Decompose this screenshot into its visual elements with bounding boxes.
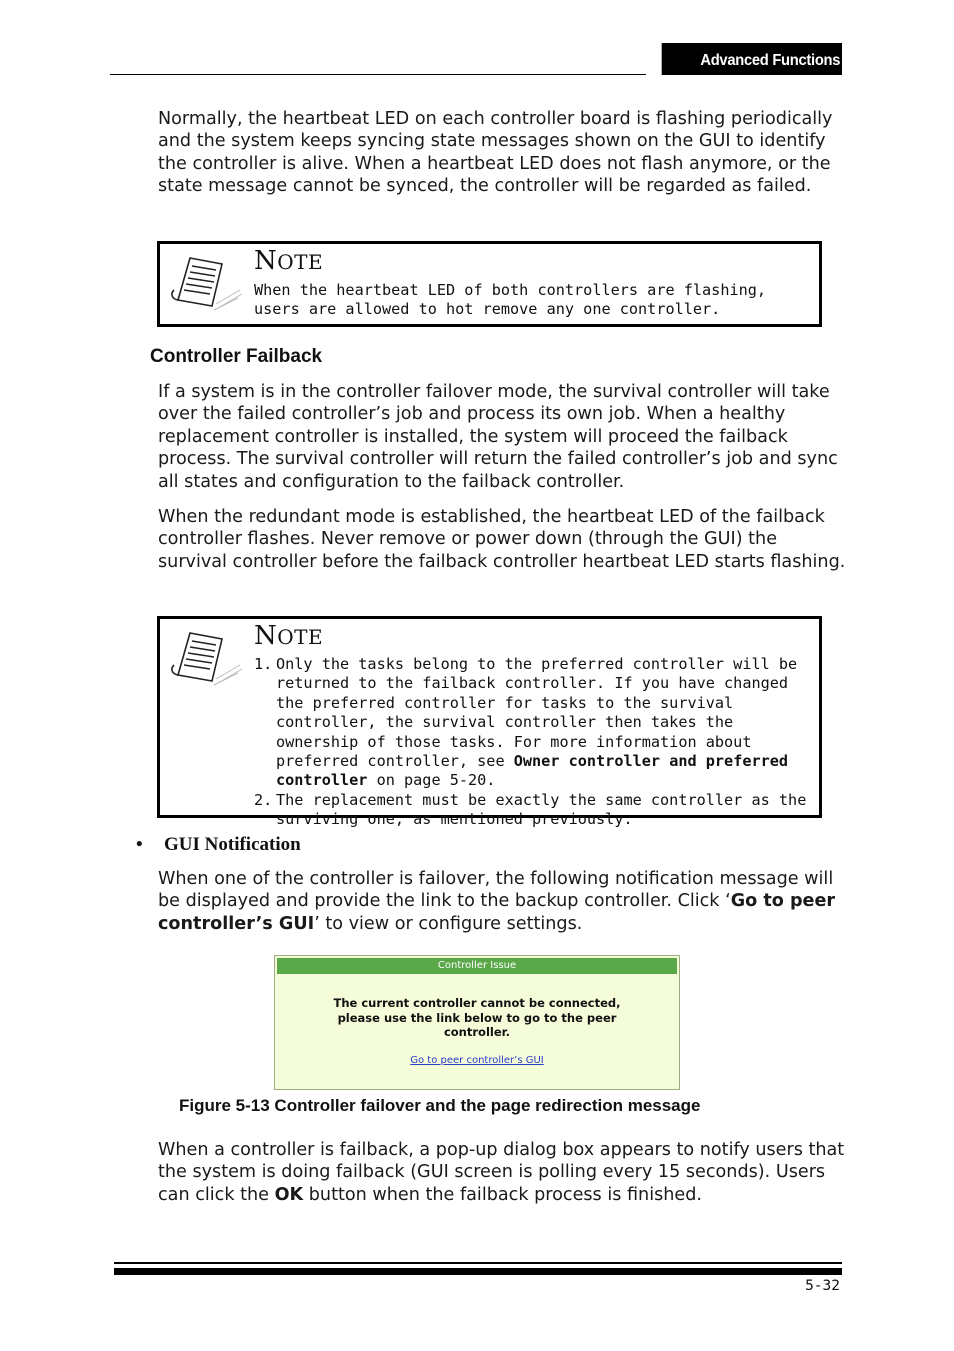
note-title: NOTE (254, 621, 324, 651)
note-icon (168, 629, 244, 687)
footer-rule-thin (114, 1262, 842, 1264)
note-icon (168, 254, 244, 312)
bullet-heading: • GUI Notification (136, 834, 301, 855)
failback-paragraph-1: If a system is in the controller failover mode, the survival controller will take over the failed controller’s job and process its own job. When a healthy replacement controller is installed, the system will proceed the failback process. The survival controller will return the failed controller’s job and sync all states and configuration to the failback controller. (158, 382, 838, 492)
controller-issue-message: The current controller cannot be connected, please use the link below to go to the peer controller. (333, 996, 621, 1039)
note-list (254, 655, 816, 830)
gui-notification-paragraph: When one of the controller is failover, the following notification message will be displayed and provide the link to the backup controller. Click ‘Go to peer controller’s GUI’ to view or configure settings. (158, 869, 836, 934)
note-text: When the heartbeat LED of both controllers are flashing, users are allowed to hot remove any one controller. (254, 281, 767, 319)
controller-issue-screenshot (274, 955, 680, 1090)
note-title: NOTE (254, 246, 324, 276)
intro-paragraph: Normally, the heartbeat LED on each controller board is flashing periodically and the system keeps syncing state messages shown on the GUI to identify the controller is alive. When a heartbeat LED does not flash anymore, or the state message cannot be synced, the controller will be regarded as failed. (158, 109, 833, 197)
note-list-item: 1. Only the tasks belong to the preferred controller will be returned to the failback controller. If you have changed the preferred controller for tasks to the survival controller, the survival controller then takes the ownership of those tasks. For more information about preferred controller, see Owner controller and preferred controller on page 5-20. (254, 655, 798, 790)
controller-issue-title-bar: Controller Issue (277, 958, 677, 974)
note-box-1 (157, 241, 822, 327)
note-list-item: 2. The replacement must be exactly the same controller as the surviving one, as mentioned previously. (254, 790, 807, 829)
failback-paragraph-2: When the redundant mode is established, the heartbeat LED of the failback controller flashes. Never remove or power down (through the GUI) the survival controller before the failback controller heartbeat LED starts flashing. (158, 507, 846, 572)
peer-controller-link[interactable]: Go to peer controller’s GUI (410, 1055, 544, 1066)
footer-rule-thick (114, 1268, 842, 1275)
figure-caption: Figure 5-13 Controller failover and the page redirection message (179, 1096, 701, 1115)
page-number: 5-32 (805, 1278, 840, 1294)
section-heading: Controller Failback (150, 346, 323, 367)
bullet-icon: • (136, 834, 143, 855)
section-label: Advanced Functions (662, 43, 842, 75)
note-box-2 (157, 616, 822, 829)
closing-paragraph: When a controller is failback, a pop-up dialog box appears to notify users that the system is doing failback (GUI screen is polling every 15 seconds). Users can click the OK button when the failback process is finished. (158, 1140, 845, 1205)
header-rule (110, 74, 646, 75)
